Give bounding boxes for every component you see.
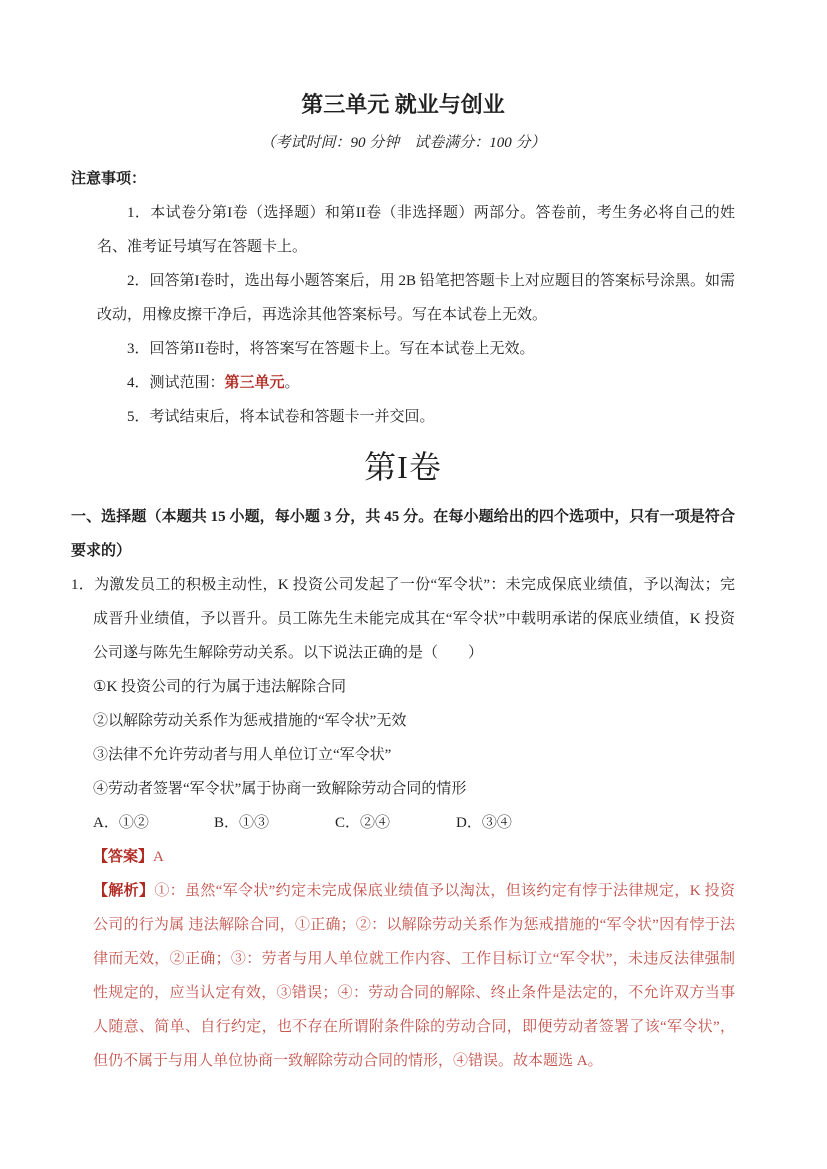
analysis-label: 【解析】 [93,883,155,899]
notice-item-5: 5．考试结束后，将本试卷和答题卡一并交回。 [127,409,435,425]
choice-b: B．①③ [214,815,270,831]
question-1-statement-2: ②以解除劳动关系作为惩戒措施的“军令状”无效 [93,713,407,729]
analysis-paragraph [93,874,735,1078]
volume-title: 第I卷 [364,449,442,485]
question-1-statement-3: ③法律不允许劳动者与用人单位订立“军令状” [93,747,392,763]
answer-line [93,840,735,874]
notice-item-1: 1．本试卷分第I卷（选择题）和第II卷（非选择题）两部分。答卷前，考生务必将自己的姓名、准考证号填写在答题卡上。 [97,205,735,255]
question-1 [71,568,735,1078]
choice-d: D．③④ [456,815,512,831]
notice-item-4-suffix: 。 [284,375,300,391]
notice-item-3: 3．回答第II卷时，将答案写在答题卡上。写在本试卷上无效。 [127,341,535,357]
choice-c: C．②④ [335,815,391,831]
question-1-statement-1: ①K 投资公司的行为属于违法解除合同 [93,679,347,695]
notice-item-2: 2．回答第I卷时，选出每小题答案后，用 2B 铅笔把答题卡上对应题目的答案标号涂黑。如需改动，用橡皮擦干净后，再选涂其他答案标号。写在本试卷上无效。 [97,273,735,323]
analysis-text: ①：虽然“军令状”约定未完成保底业绩值予以淘汰，但该约定有悖于法律规定，K 投资公司的行为属 违法解除合同，①正确；②：以解除劳动关系作为惩戒措施的“军令状”因有悖于法律而无效，②正确；③：劳者与用人单位就工作内容、工作目标订立“军令状”，未违反法律强制性规定的，应当认定有效，③错误；④：劳动合同的解除、终止条件是法定的，不允许双方当事人随意、简单、自行约定，也不存在所谓附条件除的劳动合同，即便劳动者签署了该“军令状”，但仍不属于与用人单位协商一致解除劳动合同的情形，④错误。故本题选 A。 [93,883,735,1069]
notice-list [97,196,735,434]
page-title: 第三单元 就业与创业 [301,92,505,117]
notice-item-4 [97,366,735,400]
notice-item-4-prefix: 4．测试范围： [127,375,225,391]
question-1-choices [93,806,735,840]
exam-time-score-info: （考试时间：90 分钟 试卷满分：100 分） [260,135,546,151]
answer-label: 【答案】 [93,849,154,865]
question-1-statement-4: ④劳动者签署“军令状”属于协商一致解除劳动合同的情形 [93,781,467,797]
section-heading: 一、选择题（本题共 15 小题，每小题 3 分，共 45 分。在每小题给出的四个选项中，只有一项是符合要求的） [71,509,735,559]
choice-a: A．①② [93,815,149,831]
answer-value: A [153,849,164,865]
question-1-stem: 1．为激发员工的积极主动性，K 投资公司发起了一份“军令状”：未完成保底业绩值，予以淘汰；完成晋升业绩值，予以晋升。员工陈先生未能完成其在“军令状”中载明承诺的保底业绩值，K 投资公司遂与陈先生解除劳动关系。以下说法正确的是（ ） [71,577,735,661]
test-scope-highlight: 第三单元 [224,375,285,391]
notice-heading: 注意事项： [71,171,147,187]
